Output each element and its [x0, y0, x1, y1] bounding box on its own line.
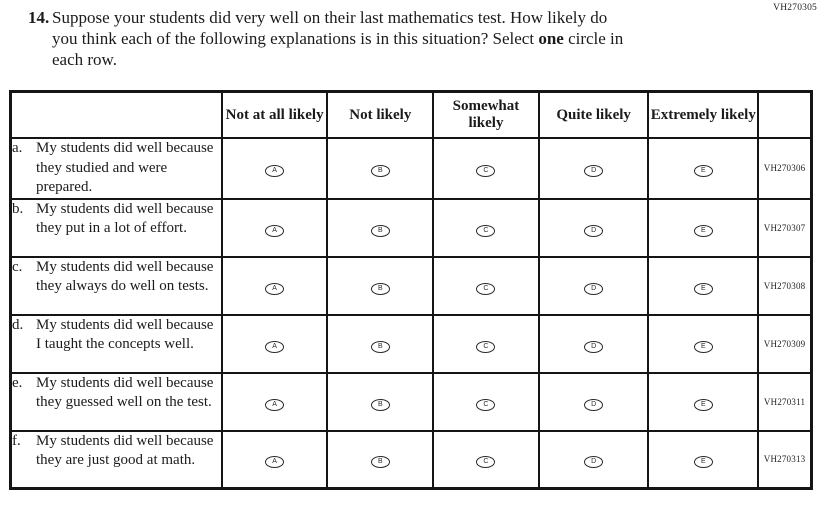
option-cell — [222, 431, 328, 489]
response-bubble-d[interactable]: D — [584, 456, 603, 468]
response-bubble-e[interactable]: E — [694, 225, 713, 237]
question-block — [28, 7, 768, 70]
option-cell — [433, 373, 539, 431]
bold-one: one — [538, 29, 564, 48]
option-cell — [648, 315, 758, 373]
form-code: VH270305 — [773, 3, 817, 13]
response-bubble-d[interactable]: D — [584, 165, 603, 177]
response-bubble-b[interactable]: B — [371, 165, 390, 177]
option-cell — [327, 138, 433, 199]
response-bubble-a[interactable]: A — [265, 456, 284, 468]
question-text — [52, 7, 768, 70]
response-bubble-c[interactable]: C — [476, 456, 495, 468]
option-cell — [648, 257, 758, 315]
question-line-1: Suppose your students did very well on their last mathematics test. How likely do — [52, 8, 608, 27]
question-number: 14. — [28, 8, 50, 27]
option-cell — [327, 431, 433, 489]
response-bubble-b[interactable]: B — [371, 225, 390, 237]
row-code: VH270307 — [758, 199, 811, 257]
header-not-likely: Not likely — [327, 92, 433, 139]
row-letter: e. — [12, 374, 23, 391]
header-empty-corner — [11, 92, 222, 139]
option-cell — [648, 373, 758, 431]
response-bubble-c[interactable]: C — [476, 399, 495, 411]
option-cell — [539, 315, 649, 373]
response-bubble-a[interactable]: A — [265, 225, 284, 237]
row-letter: a. — [12, 140, 23, 156]
header-not-at-all-likely: Not at all likely — [222, 92, 328, 139]
question-line-2: you think each of the following explanations is in this situation? Select one circle in — [52, 29, 624, 48]
table-row — [11, 138, 812, 199]
row-statement-text: My students did well because they guessed well on the test. — [36, 374, 214, 410]
response-bubble-b[interactable]: B — [371, 283, 390, 295]
option-cell — [327, 315, 433, 373]
option-cell — [539, 257, 649, 315]
row-statement-cell — [11, 138, 222, 199]
row-statement-text: My students did well because they are just good at math. — [36, 432, 214, 468]
header-empty-code-column — [758, 92, 811, 139]
option-cell — [433, 431, 539, 489]
header-extremely-likely: Extremely likely — [648, 92, 758, 139]
header-quite-likely: Quite likely — [539, 92, 649, 139]
option-cell — [433, 199, 539, 257]
table-row — [11, 431, 812, 489]
option-cell — [539, 373, 649, 431]
response-bubble-c[interactable]: C — [476, 165, 495, 177]
row-statement-cell — [11, 199, 222, 257]
response-bubble-a[interactable]: A — [265, 341, 284, 353]
response-bubble-d[interactable]: D — [584, 225, 603, 237]
option-cell — [648, 138, 758, 199]
option-cell — [539, 138, 649, 199]
option-cell — [433, 138, 539, 199]
response-bubble-e[interactable]: E — [694, 456, 713, 468]
row-code: VH270313 — [758, 431, 811, 489]
option-cell — [539, 431, 649, 489]
row-letter: f. — [12, 432, 21, 449]
row-code: VH270309 — [758, 315, 811, 373]
option-cell — [433, 257, 539, 315]
row-statement-text: My students did well because they always do well on tests. — [36, 258, 214, 294]
row-letter: c. — [12, 258, 23, 275]
response-bubble-b[interactable]: B — [371, 341, 390, 353]
response-bubble-c[interactable]: C — [476, 283, 495, 295]
row-code: VH270311 — [758, 373, 811, 431]
row-statement-text: My students did well because they put in a lot of effort. — [36, 200, 214, 236]
option-cell — [222, 257, 328, 315]
option-cell — [327, 373, 433, 431]
table-row — [11, 373, 812, 431]
response-bubble-c[interactable]: C — [476, 225, 495, 237]
response-table — [9, 90, 813, 490]
row-statement-cell — [11, 315, 222, 373]
option-cell — [327, 199, 433, 257]
option-cell — [539, 199, 649, 257]
response-bubble-c[interactable]: C — [476, 341, 495, 353]
option-cell — [222, 138, 328, 199]
option-cell — [433, 315, 539, 373]
option-cell — [222, 373, 328, 431]
table-row — [11, 257, 812, 315]
response-bubble-d[interactable]: D — [584, 399, 603, 411]
table-row — [11, 315, 812, 373]
response-bubble-e[interactable]: E — [694, 165, 713, 177]
row-letter: d. — [12, 316, 24, 333]
option-cell — [222, 315, 328, 373]
option-cell — [648, 199, 758, 257]
row-statement-cell — [11, 373, 222, 431]
row-statement-text: My students did well because I taught the concepts well. — [36, 316, 214, 352]
row-statement-cell — [11, 431, 222, 489]
response-bubble-d[interactable]: D — [584, 283, 603, 295]
row-letter: b. — [12, 200, 24, 217]
response-bubble-e[interactable]: E — [694, 399, 713, 411]
response-bubble-d[interactable]: D — [584, 341, 603, 353]
response-bubble-a[interactable]: A — [265, 283, 284, 295]
response-table-body — [11, 138, 812, 489]
response-bubble-a[interactable]: A — [265, 165, 284, 177]
table-row — [11, 199, 812, 257]
response-bubble-e[interactable]: E — [694, 283, 713, 295]
option-cell — [648, 431, 758, 489]
row-code: VH270308 — [758, 257, 811, 315]
header-somewhat-likely: Somewhat likely — [433, 92, 539, 139]
response-bubble-e[interactable]: E — [694, 341, 713, 353]
row-statement-cell — [11, 257, 222, 315]
header-row — [11, 92, 812, 139]
response-bubble-a[interactable]: A — [265, 399, 284, 411]
row-code: VH270306 — [758, 138, 811, 199]
question-line-3: each row. — [52, 50, 117, 69]
option-cell — [327, 257, 433, 315]
option-cell — [222, 199, 328, 257]
response-bubble-b[interactable]: B — [371, 456, 390, 468]
row-statement-text: My students did well because they studied and were prepared. — [36, 140, 214, 195]
response-bubble-b[interactable]: B — [371, 399, 390, 411]
